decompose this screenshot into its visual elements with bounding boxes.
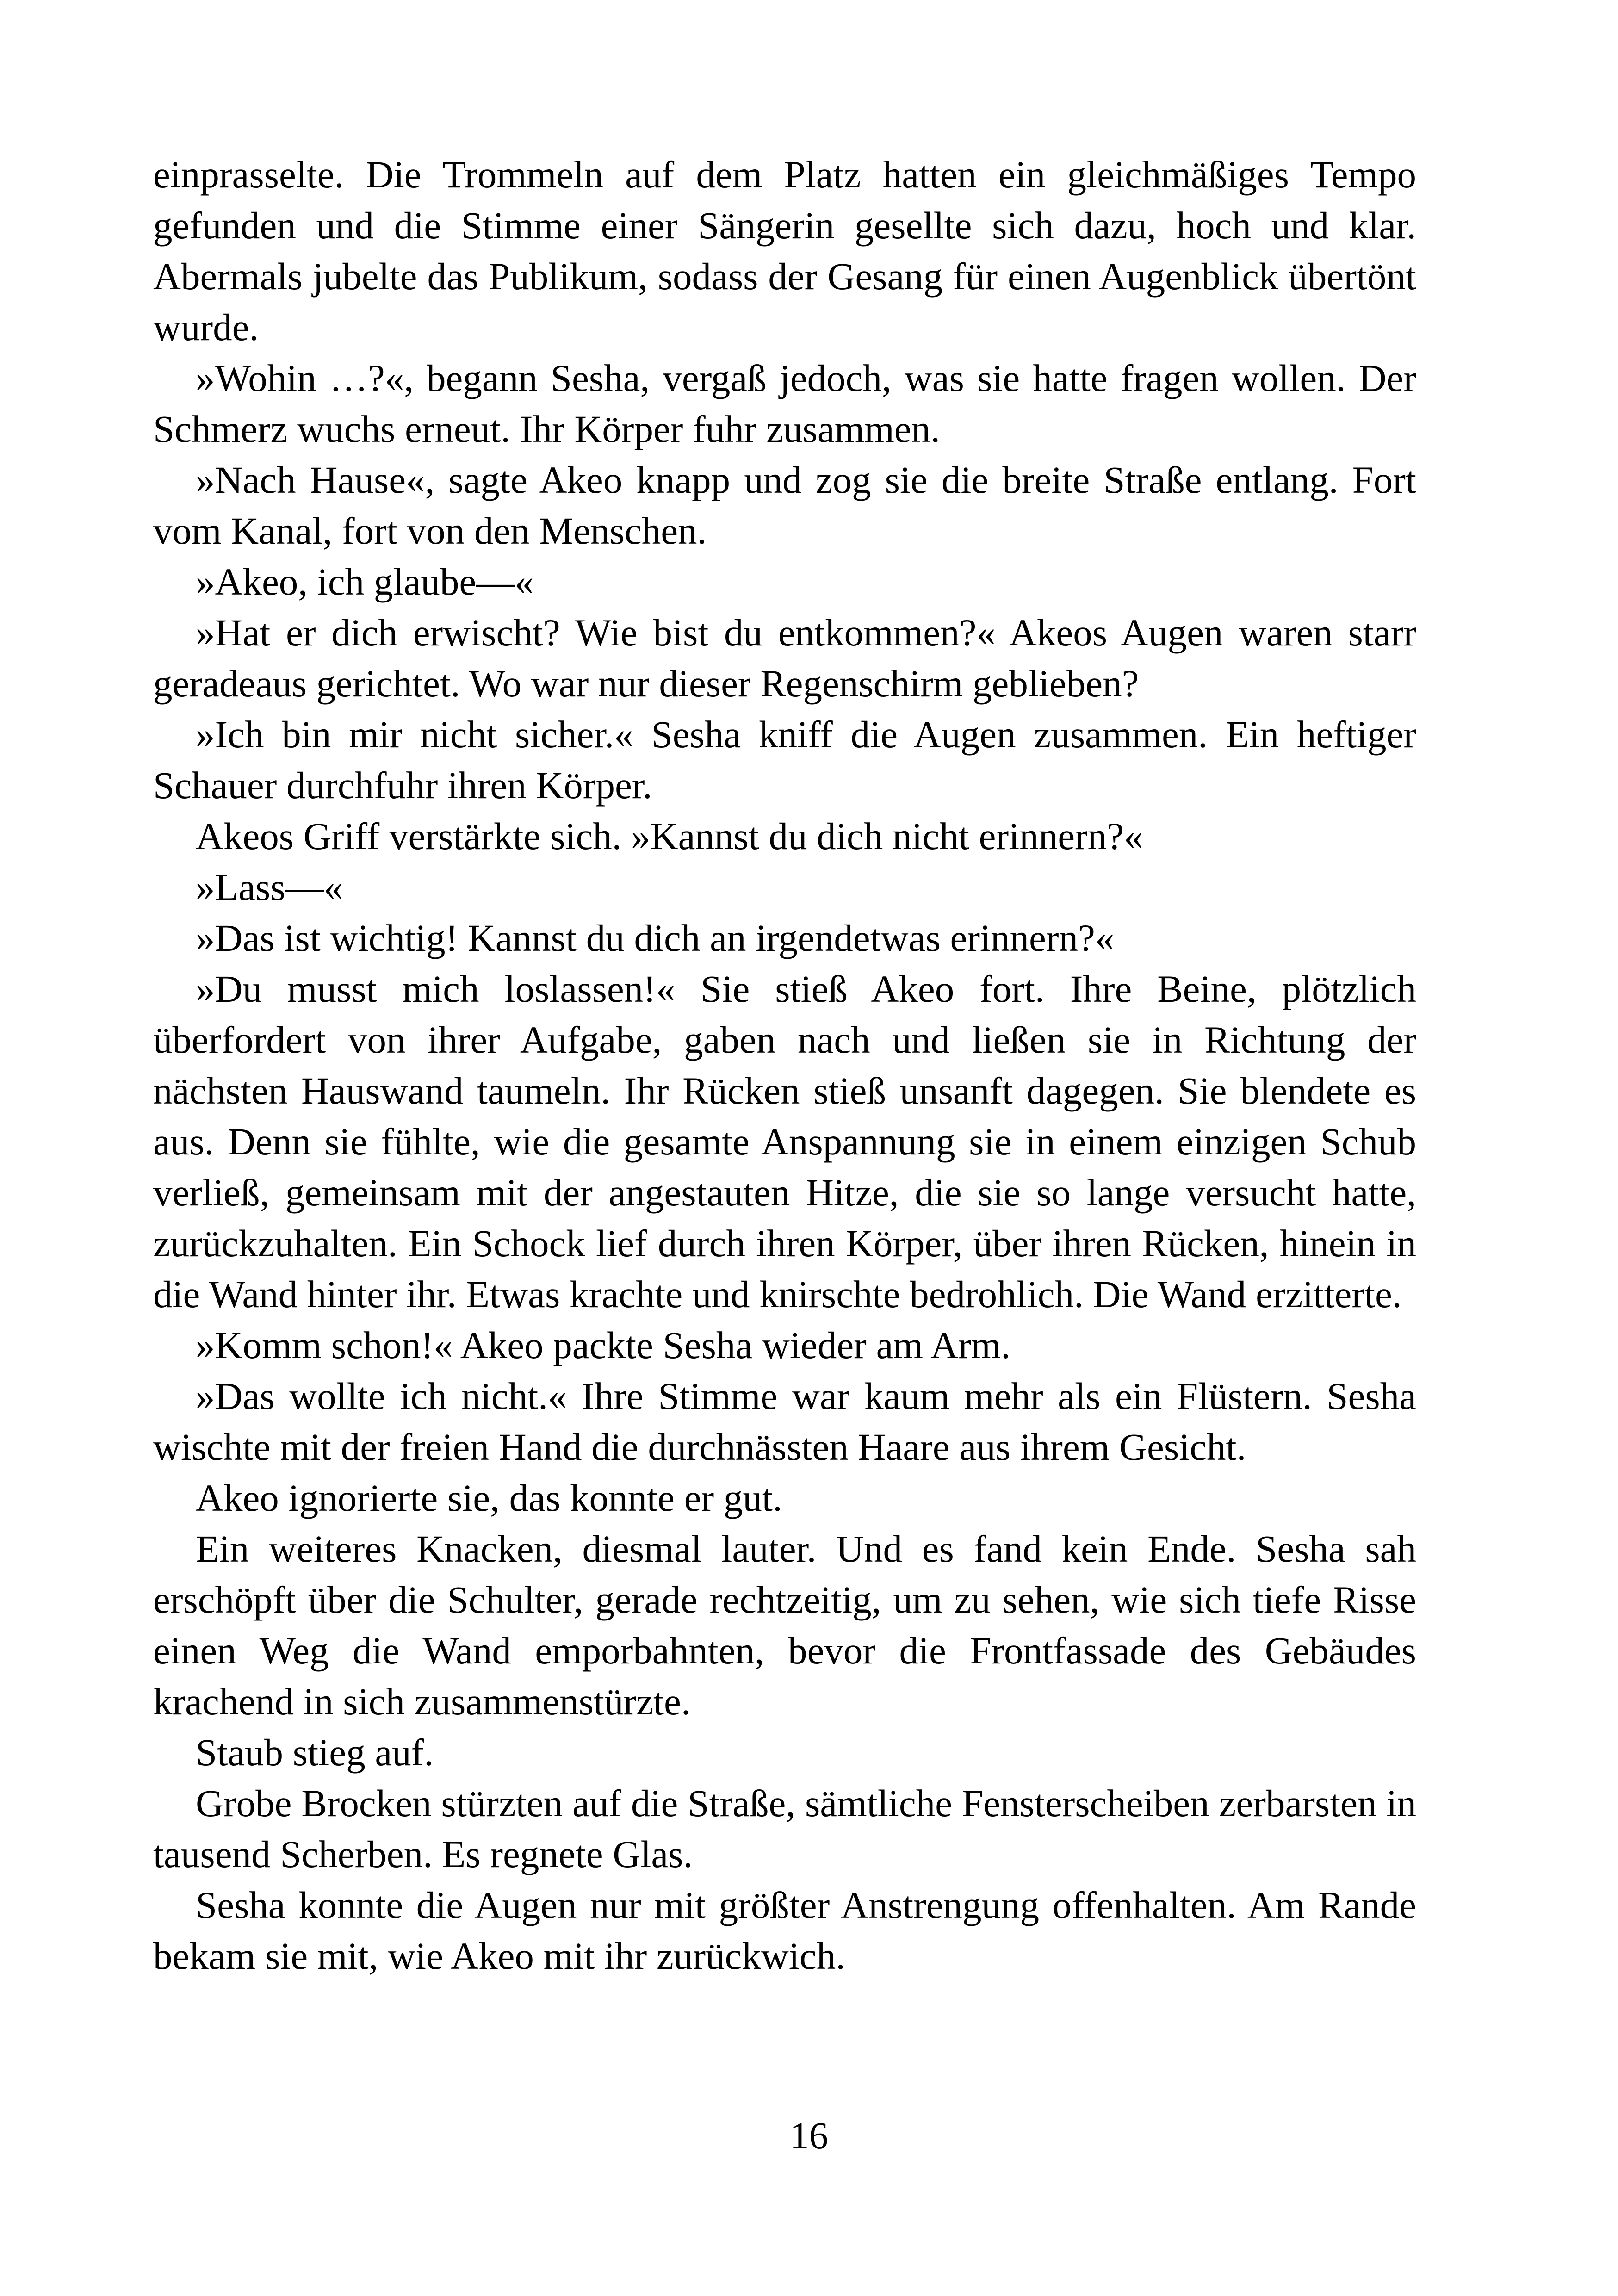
paragraph: »Du musst mich loslassen!« Sie stieß Akeo fort. Ihre Beine, plötzlich überfordert von ihrer Aufgabe, gaben nach und ließen sie in Richtung der nächsten Hauswand taumeln. Ihr Rücken stieß unsanft dagegen. Sie blendete es aus. Denn sie fühlte, wie die gesamte Anspannung sie in einem einzigen Schub verließ, gemeinsam mit der angestauten Hitze, die sie so lange versucht hatte, zurückzuhalten. Ein Schock lief durch ihren Körper, über ihren Rücken, hinein in die Wand hinter ihr. Etwas krachte und knirschte bedrohlich. Die Wand erzitterte. [153,968,1416,1316]
paragraph: Sesha konnte die Augen nur mit größter Anstrengung offenhalten. Am Rande bekam sie mit, wie Akeo mit ihr zurückwich. [153,1884,1416,1977]
paragraph: einprasselte. Die Trommeln auf dem Platz hatten ein gleichmäßiges Tempo gefunden und die Stimme einer Sängerin gesellte sich dazu, hoch und klar. Abermals jubelte das Publikum, sodass der Gesang für einen Augenblick übertönt wurde. [153,153,1416,348]
paragraph: »Das ist wichtig! Kannst du dich an irgendetwas erinnern?« [196,917,1115,959]
paragraph: Staub stieg auf. [196,1731,434,1774]
paragraph: »Nach Hause«, sagte Akeo knapp und zog sie die breite Straße entlang. Fort vom Kanal, fort von den Menschen. [153,459,1416,552]
paragraph: Akeo ignorierte sie, das konnte er gut. [196,1477,782,1519]
paragraph: »Hat er dich erwischt? Wie bist du entkommen?« Akeos Augen waren starr geradeaus gerichtet. Wo war nur dieser Regenschirm geblieben? [153,611,1416,705]
paragraph: Akeos Griff verstärkte sich. »Kannst du dich nicht erinnern?« [196,815,1143,857]
body-text [153,149,1416,1981]
paragraph: »Lass—« [196,866,343,908]
page-number: 16 [790,2114,828,2157]
paragraph: »Komm schon!« Akeo packte Sesha wieder am Arm. [196,1324,1011,1366]
paragraph: »Akeo, ich glaube—« [196,560,534,603]
paragraph: »Das wollte ich nicht.« Ihre Stimme war kaum mehr als ein Flüstern. Sesha wischte mit der freien Hand die durchnässten Haare aus ihrem Gesicht. [153,1375,1416,1468]
paragraph: »Wohin …?«, begann Sesha, vergaß jedoch, was sie hatte fragen wollen. Der Schmerz wuchs erneut. Ihr Körper fuhr zusammen. [153,357,1416,450]
paragraph: Ein weiteres Knacken, diesmal lauter. Und es fand kein Ende. Sesha sah erschöpft über die Schulter, gerade rechtzeitig, um zu sehen, wie sich tiefe Risse einen Weg die Wand emporbahnten, bevor die Frontfassade des Gebäudes krachend in sich zusammenstürzte. [153,1527,1416,1723]
paragraph: Grobe Brocken stürzten auf die Straße, sämtliche Fensterscheiben zerbarsten in tausend Scherben. Es regnete Glas. [153,1782,1416,1875]
paragraph: »Ich bin mir nicht sicher.« Sesha kniff die Augen zusammen. Ein heftiger Schauer durchfuhr ihren Körper. [153,713,1416,807]
